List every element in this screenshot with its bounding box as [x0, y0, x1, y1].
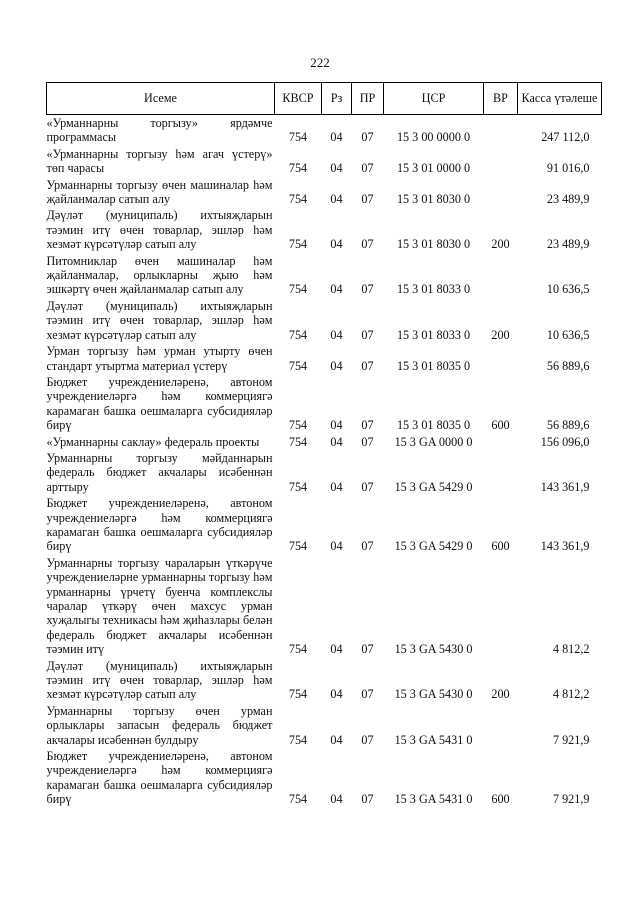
- cell-pr: 07: [361, 732, 374, 747]
- cell-vr: [484, 703, 518, 748]
- header-amount: Касса үтәлеше: [518, 83, 602, 115]
- cell-amount: 56 889,6: [546, 418, 590, 433]
- cell-vr: 200: [491, 687, 510, 702]
- header-kvsr: КВСР: [275, 83, 322, 115]
- cell-amount: 23 489,9: [546, 192, 590, 207]
- cell-csr: 15 3 01 8035 0: [396, 418, 471, 433]
- cell-pr: 07: [361, 327, 374, 342]
- cell-amount: 10 636,5: [546, 282, 590, 297]
- cell-rz: 04: [330, 642, 343, 657]
- cell-amount: 156 096,0: [540, 434, 590, 449]
- cell-pr: 07: [361, 358, 374, 373]
- cell-pr: 07: [361, 237, 374, 252]
- header-name: Исеме: [47, 83, 275, 115]
- table-row: [47, 495, 602, 555]
- cell-csr: 15 3 01 8033 0: [396, 282, 471, 297]
- cell-amount: 7 921,9: [552, 732, 590, 747]
- cell-kvsr: 754: [288, 418, 308, 433]
- table-row: [47, 177, 602, 208]
- cell-rz: 04: [330, 327, 343, 342]
- cell-kvsr: 754: [288, 130, 308, 145]
- cell-kvsr: 754: [288, 687, 308, 702]
- cell-amount: 143 361,9: [540, 479, 590, 494]
- cell-vr: 600: [491, 539, 510, 554]
- table-body: [47, 115, 602, 808]
- cell-pr: 07: [361, 282, 374, 297]
- table-row: [47, 434, 602, 450]
- cell-pr: 07: [361, 192, 374, 207]
- cell-rz: 04: [330, 282, 343, 297]
- cell-kvsr: 754: [288, 642, 308, 657]
- cell-vr: [484, 434, 518, 450]
- header-csr: ЦСР: [384, 83, 484, 115]
- cell-name: Урманнарны торгызу чараларын үткәрүче учреждениеләрне урманнарны торгызу һәм урманнарны үрчетү буенча комплекслы чаралар үткәрү өчен махсус урман хуҗалыгы техникасы һәм җиһазлары белән федераль бюджет акчалары исәбеннән тәэмин итү: [46, 555, 273, 657]
- cell-kvsr: 754: [288, 539, 308, 554]
- cell-pr: 07: [361, 130, 374, 145]
- cell-kvsr: 754: [288, 792, 308, 807]
- cell-csr: 15 3 01 8030 0: [396, 192, 471, 207]
- header-rz: Рз: [322, 83, 352, 115]
- cell-amount: 4 812,2: [552, 642, 590, 657]
- cell-pr: 07: [361, 418, 374, 433]
- cell-csr: 15 3 GA 5430 0: [394, 687, 473, 702]
- cell-vr: 200: [491, 237, 510, 252]
- table-row: [47, 703, 602, 748]
- cell-vr: [484, 115, 518, 146]
- cell-rz: 04: [330, 130, 343, 145]
- cell-kvsr: 754: [288, 434, 308, 449]
- cell-amount: 247 112,0: [541, 130, 590, 145]
- cell-name: Урманнарны торгызу өчен урман орлыклары запасын федераль бюджет акчалары исәбеннән булдыру: [46, 703, 273, 747]
- cell-kvsr: 754: [288, 479, 308, 494]
- cell-vr: 600: [491, 792, 510, 807]
- table-row: [47, 450, 602, 495]
- cell-pr: 07: [361, 539, 374, 554]
- cell-vr: 200: [491, 327, 510, 342]
- cell-amount: 7 921,9: [552, 792, 590, 807]
- cell-pr: 07: [361, 642, 374, 657]
- cell-kvsr: 754: [288, 237, 308, 252]
- header-vr: ВР: [484, 83, 518, 115]
- cell-csr: 15 3 01 8035 0: [396, 358, 471, 373]
- cell-vr: [484, 343, 518, 374]
- cell-pr: 07: [361, 687, 374, 702]
- budget-table: [46, 82, 602, 808]
- cell-kvsr: 754: [288, 161, 308, 176]
- cell-vr: [484, 177, 518, 208]
- cell-kvsr: 754: [288, 732, 308, 747]
- cell-name: Бюджет учреждениеләренә, автоном учреждениеләргә һәм коммерциягә карамаган башка оешмаларга субсидияләр бирү: [46, 374, 273, 433]
- cell-kvsr: 754: [288, 192, 308, 207]
- cell-name: «Урманнарны торгызу һәм агач үстерү» төп чарасы: [46, 146, 273, 176]
- cell-pr: 07: [361, 792, 374, 807]
- cell-csr: 15 3 GA 5429 0: [394, 479, 473, 494]
- cell-amount: 56 889,6: [546, 358, 590, 373]
- table-row: [47, 343, 602, 374]
- cell-vr: [484, 253, 518, 298]
- table-row: [47, 207, 602, 252]
- table-row: [47, 555, 602, 658]
- cell-rz: 04: [330, 161, 343, 176]
- cell-rz: 04: [330, 479, 343, 494]
- table-row: [47, 298, 602, 343]
- cell-csr: 15 3 GA 0000 0: [394, 434, 473, 449]
- cell-csr: 15 3 01 8033 0: [396, 327, 471, 342]
- cell-csr: 15 3 01 8030 0: [396, 237, 471, 252]
- cell-name: Дәүләт (муниципаль) ихтыяҗларын тәэмин итү өчен товарлар, эшләр һәм хезмәт күрсәтүләр сатып алу: [46, 658, 273, 702]
- cell-amount: 10 636,5: [546, 327, 590, 342]
- page-number: 222: [310, 55, 330, 70]
- table-row: [47, 374, 602, 434]
- cell-rz: 04: [330, 434, 343, 449]
- cell-kvsr: 754: [288, 327, 308, 342]
- cell-rz: 04: [330, 418, 343, 433]
- table-row: [47, 253, 602, 298]
- cell-name: Питомниклар өчен машиналар һәм җайланмалар, орлыкларны җыю һәм эшкәртү өчен җайланмалар сатып алу: [46, 253, 273, 297]
- cell-name: Бюджет учреждениеләренә, автоном учреждениеләргә һәм коммерциягә карамаган башка оешмаларга субсидияләр бирү: [46, 496, 273, 554]
- cell-name: «Урманнарны саклау» федераль проекты: [46, 434, 260, 449]
- cell-pr: 07: [361, 434, 374, 449]
- cell-amount: 91 016,0: [546, 161, 590, 176]
- cell-csr: 15 3 GA 5431 0: [394, 732, 473, 747]
- header-pr: ПР: [352, 83, 384, 115]
- cell-amount: 143 361,9: [540, 539, 590, 554]
- cell-pr: 07: [361, 479, 374, 494]
- cell-rz: 04: [330, 732, 343, 747]
- cell-kvsr: 754: [288, 282, 308, 297]
- cell-name: Дәүләт (муниципаль) ихтыяҗларын тәэмин итү өчен товарлар, эшләр һәм хезмәт күрсәтүләр сатып алу: [46, 298, 273, 342]
- cell-name: Урманнарны торгызу өчен машиналар һәм җайланмалар сатып алу: [46, 177, 273, 207]
- cell-rz: 04: [330, 358, 343, 373]
- cell-rz: 04: [330, 539, 343, 554]
- cell-name: Дәүләт (муниципаль) ихтыяҗларын тәэмин итү өчен товарлар, эшләр һәм хезмәт күрсәтүләр сатып алу: [46, 208, 273, 252]
- cell-csr: 15 3 01 0000 0: [396, 161, 471, 176]
- cell-rz: 04: [330, 792, 343, 807]
- cell-vr: [484, 146, 518, 177]
- cell-name: «Урманнарны торгызу» ярдәмче программасы: [46, 116, 273, 145]
- table-row: [47, 658, 602, 703]
- cell-rz: 04: [330, 192, 343, 207]
- cell-kvsr: 754: [288, 358, 308, 373]
- table-row: [47, 146, 602, 177]
- cell-vr: 600: [491, 418, 510, 433]
- table-row: [47, 748, 602, 808]
- table-row: [47, 115, 602, 146]
- cell-pr: 07: [361, 161, 374, 176]
- cell-name: Урманнарны торгызу мәйданнарын федераль бюджет акчалары исәбеннән арттыру: [46, 450, 273, 494]
- cell-name: Урман торгызу һәм урман утырту өчен стандарт утыртма материал үстерү: [46, 344, 273, 373]
- cell-vr: [484, 555, 518, 658]
- cell-amount: 23 489,9: [546, 237, 590, 252]
- cell-amount: 4 812,2: [552, 687, 590, 702]
- cell-csr: 15 3 GA 5430 0: [394, 642, 473, 657]
- cell-csr: 15 3 GA 5429 0: [394, 539, 473, 554]
- cell-vr: [484, 450, 518, 495]
- cell-csr: 15 3 GA 5431 0: [394, 792, 473, 807]
- cell-name: Бюджет учреждениеләренә, автоном учреждениеләргә һәм коммерциягә карамаган башка оешмаларга субсидияләр бирү: [46, 749, 273, 807]
- cell-rz: 04: [330, 687, 343, 702]
- table-header: [47, 83, 602, 115]
- cell-csr: 15 3 00 0000 0: [396, 130, 471, 145]
- cell-rz: 04: [330, 237, 343, 252]
